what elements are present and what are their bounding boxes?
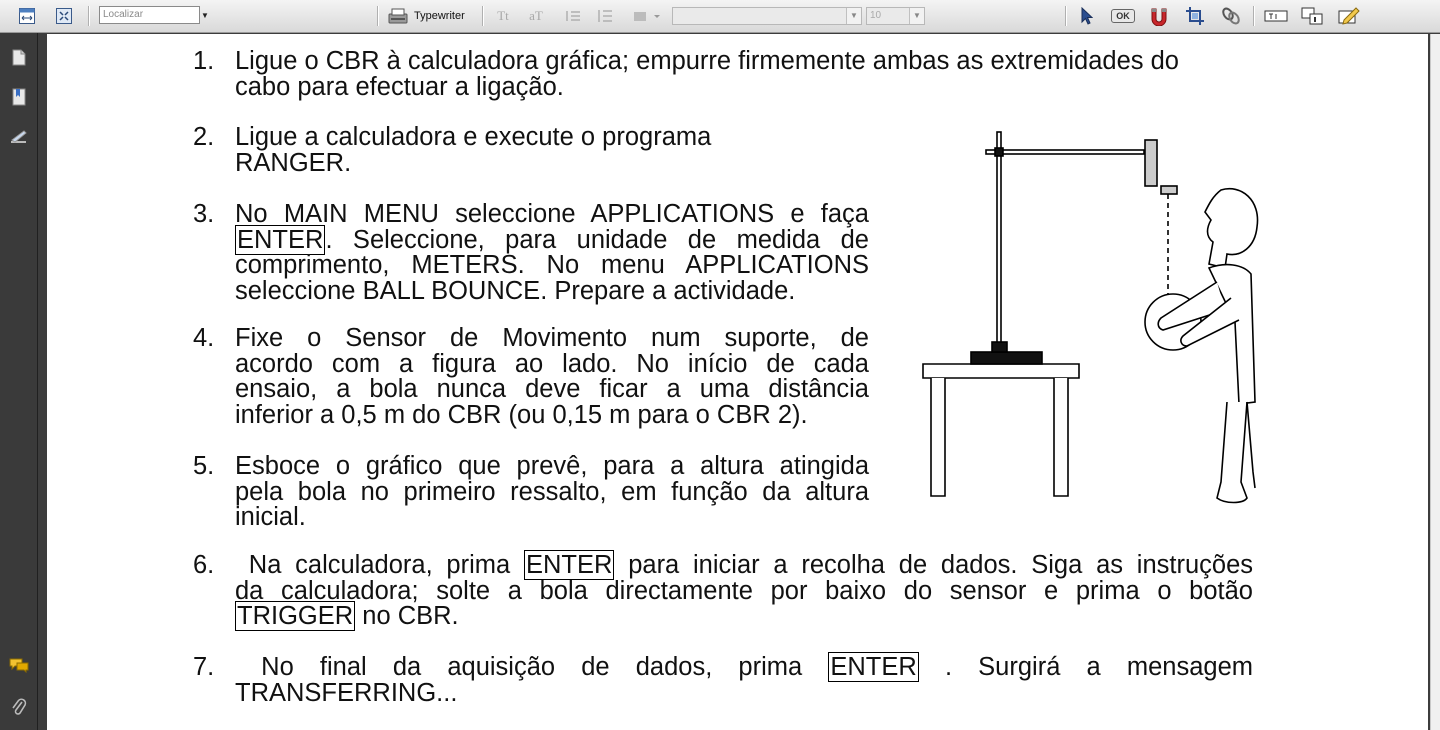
font-size-value: 10 [870, 10, 882, 21]
text-color-dropdown[interactable] [630, 5, 664, 27]
step-4-text: Fixe o Sensor de Movimento num suporte, de acordo com a figura ao lado. No início de cada ensaio, a bola nunca deve ficar a uma distância inferior a 0,5 m do CBR (ou 0,15 m para o CBR 2). [235, 324, 869, 429]
step-number: 6. [193, 551, 215, 579]
trigger-key-label: TRIGGER [237, 602, 354, 630]
edit-form-icon[interactable] [1336, 5, 1362, 27]
setup-illustration [891, 112, 1287, 532]
arrow-pointer-icon[interactable] [1075, 5, 1097, 27]
document-page [47, 34, 1428, 730]
typewriter-label: Typewriter [414, 10, 465, 22]
enter-key-label: ENTER [237, 225, 324, 254]
bookmarks-icon[interactable] [9, 87, 29, 107]
typewriter-button[interactable] [388, 5, 470, 27]
left-navigation-pane [0, 33, 38, 730]
step-5-text: Esboce o gráfico que prevê, para a altura atingida pela bola no primeiro ressalto, em função da altura inicial. [235, 452, 869, 531]
search-input[interactable]: Localizar [99, 6, 200, 24]
font-size-select[interactable] [866, 7, 925, 25]
step-number: 7. [193, 653, 215, 681]
pages-icon[interactable] [9, 47, 29, 67]
enter-key-label: ENTER [525, 551, 613, 579]
search-dropdown-arrow[interactable]: ▼ [201, 10, 209, 20]
ok-label: OK [1111, 9, 1135, 23]
text-size-decrease-icon[interactable]: Tt [497, 8, 509, 23]
full-screen-icon[interactable] [53, 5, 75, 27]
crop-icon[interactable] [1184, 5, 1206, 27]
typewriter-icon [388, 7, 408, 25]
step-number: 2. [193, 123, 215, 151]
text-field-icon[interactable] [1263, 5, 1289, 27]
step-number: 5. [193, 452, 215, 480]
chevron-down-icon: ▼ [909, 8, 924, 24]
line-spacing-decrease-icon[interactable] [562, 5, 584, 27]
step-number: 3. [193, 200, 215, 228]
toolbar [0, 0, 1440, 33]
signature-icon[interactable] [9, 127, 29, 147]
vertical-scrollbar[interactable] [1430, 34, 1440, 730]
link-icon[interactable] [1220, 5, 1242, 27]
fit-width-icon[interactable] [16, 5, 38, 27]
magnet-icon[interactable] [1148, 5, 1170, 27]
paperclip-icon[interactable] [9, 697, 29, 717]
step-1-text: Ligue o CBR à calculadora gráfica; empurre firmemente ambas as extremidades do cabo para efectuar a ligação. [235, 47, 1179, 101]
form-field-icon[interactable] [1299, 5, 1325, 27]
comments-icon[interactable] [9, 655, 29, 675]
text-size-increase-icon[interactable]: aT [529, 8, 543, 23]
step-number: 4. [193, 324, 215, 352]
step-6-text: Na calculadora, prima ENTER para iniciar a recolha de dados. Siga as instruções da calculadora; solte a bola directamente por baixo do sensor e prima o botão TRIGGER no CBR. [235, 551, 1253, 630]
step-3-text: No MAIN MENU seleccione APPLICATIONS e faça ENTER. Seleccione, para unidade de medida de comprimento, METERS. No menu APPLICATIONS seleccione BALL BOUNCE. Prepare a actividade. [235, 200, 869, 305]
step-7-text: No final da aquisição de dados, prima ENTER . Surgirá a mensagem TRANSFERRING... [235, 653, 1253, 707]
line-spacing-increase-icon[interactable] [594, 5, 616, 27]
enter-key-label: ENTER [830, 653, 917, 681]
step-2-text: Ligue a calculadora e execute o programa RANGER. [235, 123, 712, 177]
ok-button[interactable] [1108, 5, 1138, 27]
step-number: 1. [193, 47, 215, 75]
chevron-down-icon: ▼ [846, 8, 861, 24]
font-family-select[interactable] [672, 7, 862, 25]
